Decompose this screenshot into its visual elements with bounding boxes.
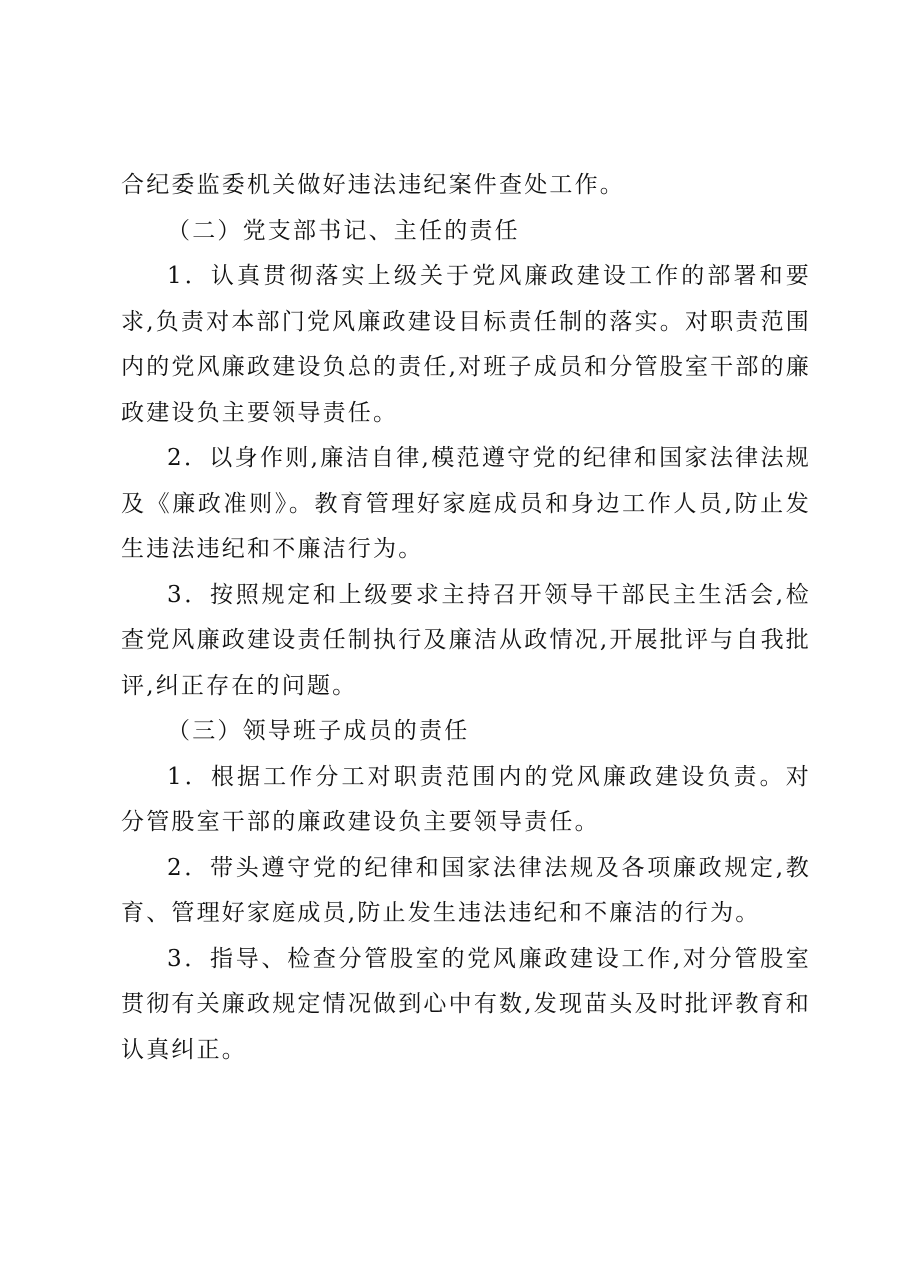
- section-heading-party-branch-secretary: （二）党支部书记、主任的责任: [167, 217, 520, 244]
- paragraph-continuation: 合纪委监委机关做好违法违纪案件查处工作。: [121, 172, 625, 198]
- paragraph-item-2: 2．以身作则,廉洁自律,模范遵守党的纪律和国家法律法规及《廉政准则》。教育管理好家庭成员和身边工作人员,防止发生违法违纪和不廉洁行为。: [121, 445, 811, 562]
- paragraph-item-2: 2．带头遵守党的纪律和国家法律法规及各项廉政规定,教育、管理好家庭成员,防止发生违法违纪和不廉洁的行为。: [121, 854, 811, 926]
- section-heading-leadership-members: （三）领导班子成员的责任: [167, 718, 470, 744]
- paragraph-item-1: 1．根据工作分工对职责范围内的党风廉政建设负责。对分管股室干部的廉政建设负主要领导责任。: [121, 763, 811, 835]
- paragraph-item-3: 3．指导、检查分管股室的党风廉政建设工作,对分管股室贯彻有关廉政规定情况做到心中有数,发现苗头及时批评教育和认真纠正。: [121, 945, 811, 1063]
- paragraph-item-3: 3．按照规定和上级要求主持召开领导干部民主生活会,检查党风廉政建设责任制执行及廉洁从政情况,开展批评与自我批评,纠正存在的问题。: [121, 581, 811, 699]
- paragraph-item-1: 1．认真贯彻落实上级关于党风廉政建设工作的部署和要求,负责对本部门党风廉政建设目标责任制的落实。对职责范围内的党风廉政建设负总的责任,对班子成员和分管股室干部的廉政建设负主要领导责任。: [121, 263, 811, 426]
- document-body: [121, 163, 811, 1073]
